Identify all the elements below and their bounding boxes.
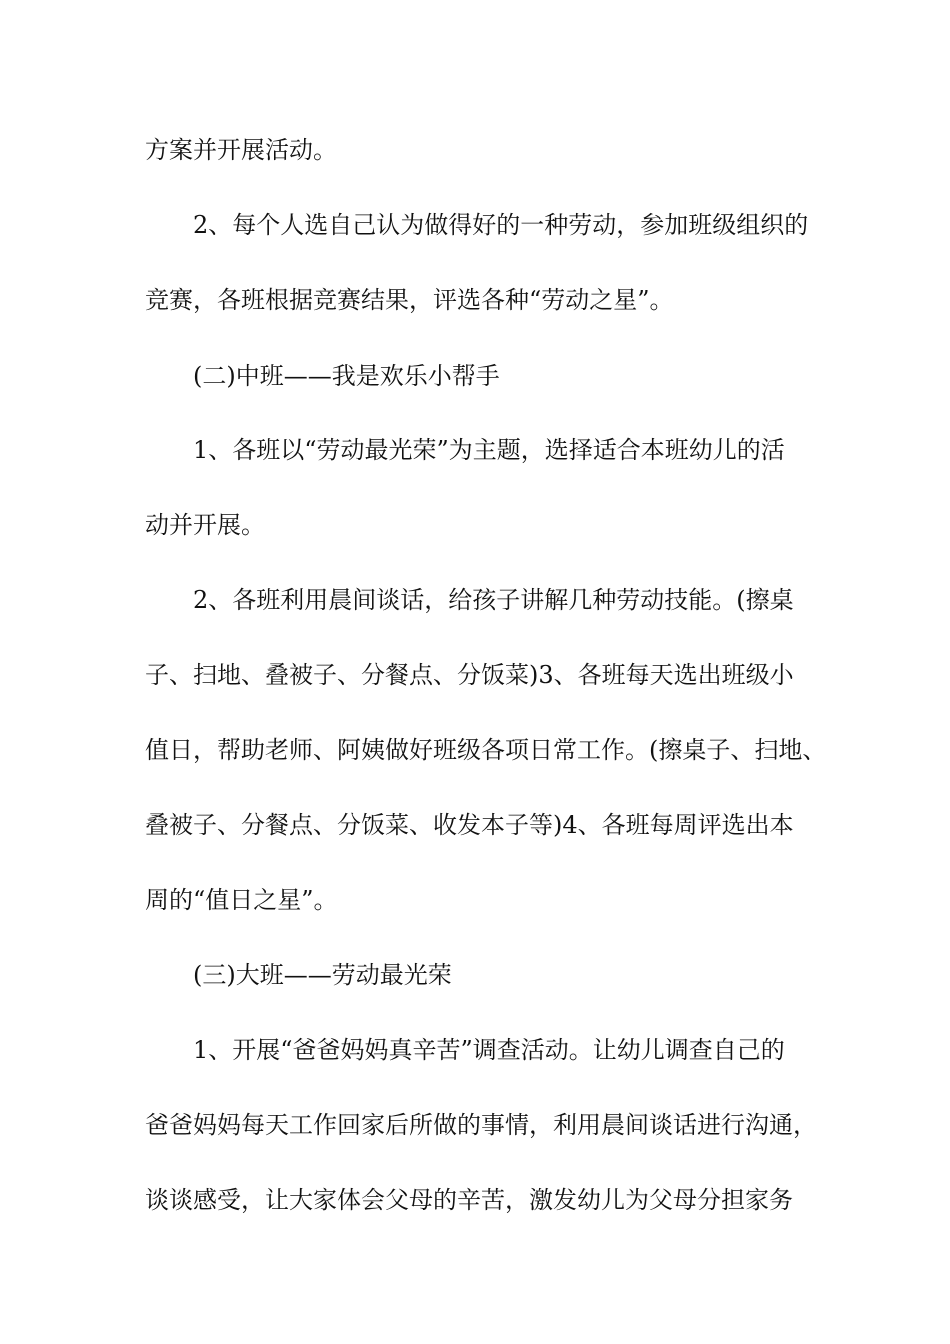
text-line: 爸爸妈妈每天工作回家后所做的事情，利用晨间谈话进行沟通，	[145, 1111, 817, 1139]
text-line: 叠被子、分餐点、分饭菜、收发本子等)4、各班每周评选出本	[145, 811, 794, 839]
text-line: 竞赛，各班根据竞赛结果，评选各种“劳动之星”。	[145, 286, 674, 314]
text-line: 2、各班利用晨间谈话，给孩子讲解几种劳动技能。(擦桌	[193, 586, 794, 614]
text-line: 1、开展“爸爸妈妈真辛苦”调查活动。让幼儿调查自己的	[193, 1036, 785, 1064]
section-heading: (三)大班——劳动最光荣	[193, 961, 452, 989]
text-line: 周的“值日之星”。	[145, 886, 338, 914]
text-line: 1、各班以“劳动最光荣”为主题，选择适合本班幼儿的活	[193, 436, 785, 464]
text-line: 方案并开展活动。	[145, 136, 337, 164]
text-line: 值日，帮助老师、阿姨做好班级各项日常工作。(擦桌子、扫地、	[145, 736, 827, 764]
text-line: 谈谈感受，让大家体会父母的辛苦，激发幼儿为父母分担家务	[145, 1186, 793, 1214]
text-line: 子、扫地、叠被子、分餐点、分饭菜)3、各班每天选出班级小	[145, 661, 794, 689]
text-line: 动并开展。	[145, 511, 265, 539]
text-line: 2、每个人选自己认为做得好的一种劳动，参加班级组织的	[193, 211, 809, 239]
section-heading: (二)中班——我是欢乐小帮手	[193, 362, 500, 390]
